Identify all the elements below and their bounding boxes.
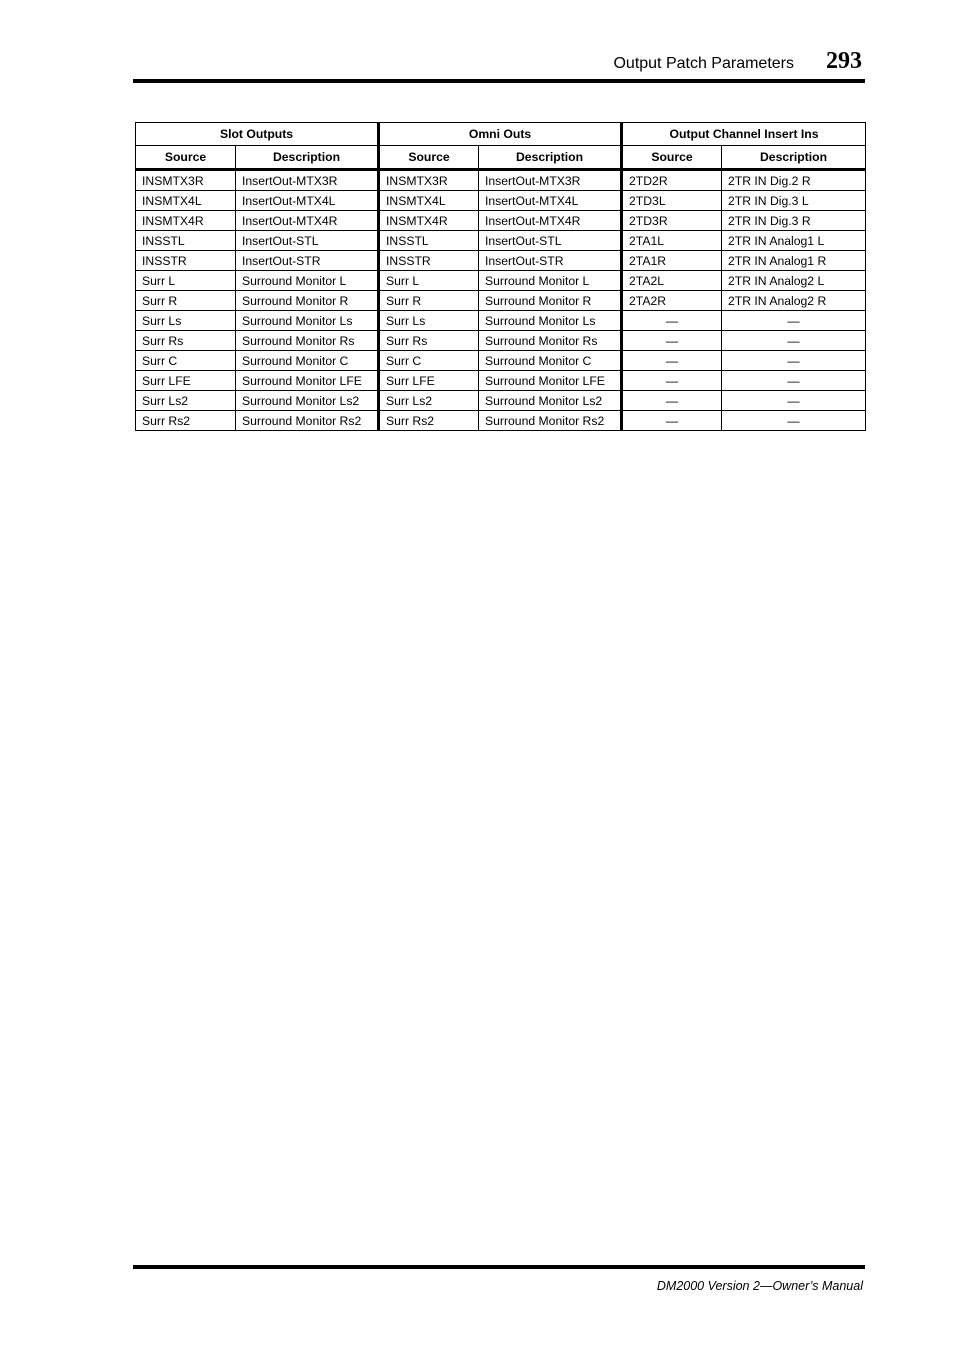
- table-cell: Surr LFE: [379, 371, 479, 391]
- table-cell: 2TD3R: [622, 211, 722, 231]
- table-row: [136, 311, 866, 331]
- table-cell: Surr Ls2: [136, 391, 236, 411]
- table-row: [136, 231, 866, 251]
- table-cell: —: [622, 371, 722, 391]
- table-cell: INSSTR: [136, 251, 236, 271]
- table-row: [136, 170, 866, 191]
- table-cell: —: [722, 411, 866, 431]
- table-cell: Surround Monitor L: [479, 271, 622, 291]
- table-cell: InsertOut-MTX4L: [479, 191, 622, 211]
- header-rule: [133, 79, 865, 83]
- table-cell: 2TR IN Dig.2 R: [722, 170, 866, 191]
- table-cell: 2TD2R: [622, 170, 722, 191]
- table-cell: 2TD3L: [622, 191, 722, 211]
- table-cell: 2TR IN Analog1 R: [722, 251, 866, 271]
- table-cell: Surround Monitor Rs: [479, 331, 622, 351]
- table-cell: 2TR IN Analog1 L: [722, 231, 866, 251]
- footer-rule: [133, 1265, 865, 1269]
- table-cell: Surround Monitor Ls2: [236, 391, 379, 411]
- column-header: Source: [136, 146, 236, 170]
- table-cell: InsertOut-MTX4L: [236, 191, 379, 211]
- table-cell: Surround Monitor L: [236, 271, 379, 291]
- footer-manual-title: DM2000 Version 2—Owner’s Manual: [656, 1279, 863, 1293]
- table-cell: INSSTL: [136, 231, 236, 251]
- table-cell: InsertOut-STR: [479, 251, 622, 271]
- table-cell: Surr R: [379, 291, 479, 311]
- table-cell: Surround Monitor Ls: [236, 311, 379, 331]
- table-row: [136, 391, 866, 411]
- table-cell: Surround Monitor C: [479, 351, 622, 371]
- table-cell: Surround Monitor C: [236, 351, 379, 371]
- table-cell: Surround Monitor Rs: [236, 331, 379, 351]
- table-row: [136, 271, 866, 291]
- group-header-slot-outputs: Slot Outputs: [136, 123, 379, 146]
- table-cell: —: [622, 311, 722, 331]
- table-cell: 2TR IN Dig.3 R: [722, 211, 866, 231]
- group-header-omni-outs: Omni Outs: [379, 123, 622, 146]
- table-cell: 2TA1L: [622, 231, 722, 251]
- table-body: [136, 170, 866, 431]
- table-cell: Surround Monitor Ls2: [479, 391, 622, 411]
- table-cell: 2TR IN Analog2 R: [722, 291, 866, 311]
- table-cell: —: [722, 371, 866, 391]
- column-header: Description: [479, 146, 622, 170]
- table-cell: Surr C: [136, 351, 236, 371]
- table-cell: INSMTX4R: [136, 211, 236, 231]
- table-cell: INSSTR: [379, 251, 479, 271]
- table-cell: Surr R: [136, 291, 236, 311]
- table-row: [136, 371, 866, 391]
- table-cell: Surr Rs: [136, 331, 236, 351]
- table-cell: —: [722, 351, 866, 371]
- table-cell: INSSTL: [379, 231, 479, 251]
- table-cell: —: [722, 391, 866, 411]
- table-row: [136, 211, 866, 231]
- table-cell: —: [622, 351, 722, 371]
- table-cell: 2TR IN Analog2 L: [722, 271, 866, 291]
- table-cell: INSMTX4R: [379, 211, 479, 231]
- table-row: [136, 351, 866, 371]
- table-cell: Surround Monitor Rs2: [479, 411, 622, 431]
- table-cell: Surr Rs2: [379, 411, 479, 431]
- table-cell: —: [622, 391, 722, 411]
- table-cell: InsertOut-STL: [479, 231, 622, 251]
- column-header: Description: [722, 146, 866, 170]
- page-number: 293: [826, 48, 862, 74]
- table-row: [136, 331, 866, 351]
- table-cell: InsertOut-MTX3R: [236, 170, 379, 191]
- table-cell: Surr L: [136, 271, 236, 291]
- table-cell: 2TA2L: [622, 271, 722, 291]
- table-cell: 2TR IN Dig.3 L: [722, 191, 866, 211]
- table-cell: Surr Rs: [379, 331, 479, 351]
- table-row: [136, 291, 866, 311]
- table-cell: INSMTX4L: [136, 191, 236, 211]
- table-cell: Surr C: [379, 351, 479, 371]
- table-cell: —: [722, 311, 866, 331]
- table-cell: —: [622, 331, 722, 351]
- table-cell: Surr Rs2: [136, 411, 236, 431]
- column-header: Description: [236, 146, 379, 170]
- group-header-row: [136, 123, 866, 146]
- table-cell: Surr L: [379, 271, 479, 291]
- table-cell: InsertOut-STL: [236, 231, 379, 251]
- table-cell: InsertOut-STR: [236, 251, 379, 271]
- column-header: Source: [622, 146, 722, 170]
- table-cell: 2TA2R: [622, 291, 722, 311]
- group-header-output-channel-insert-ins: Output Channel Insert Ins: [622, 123, 866, 146]
- table-row: [136, 191, 866, 211]
- column-header: Source: [379, 146, 479, 170]
- table-cell: Surr LFE: [136, 371, 236, 391]
- table-cell: Surr Ls: [379, 311, 479, 331]
- section-title: Output Patch Parameters: [613, 55, 794, 72]
- table-row: [136, 251, 866, 271]
- table-cell: Surround Monitor LFE: [479, 371, 622, 391]
- table-cell: Surr Ls2: [379, 391, 479, 411]
- table-cell: InsertOut-MTX3R: [479, 170, 622, 191]
- table-cell: InsertOut-MTX4R: [236, 211, 379, 231]
- table-row: [136, 411, 866, 431]
- table-cell: Surround Monitor R: [479, 291, 622, 311]
- table-cell: InsertOut-MTX4R: [479, 211, 622, 231]
- table-cell: INSMTX3R: [136, 170, 236, 191]
- output-patch-table: [135, 122, 866, 431]
- column-header-row: [136, 146, 866, 170]
- table-cell: INSMTX3R: [379, 170, 479, 191]
- table-cell: 2TA1R: [622, 251, 722, 271]
- table-cell: Surround Monitor R: [236, 291, 379, 311]
- table-cell: Surround Monitor LFE: [236, 371, 379, 391]
- table-cell: INSMTX4L: [379, 191, 479, 211]
- table-cell: Surround Monitor Ls: [479, 311, 622, 331]
- table-cell: —: [622, 411, 722, 431]
- table-cell: —: [722, 331, 866, 351]
- table-cell: Surr Ls: [136, 311, 236, 331]
- table-cell: Surround Monitor Rs2: [236, 411, 379, 431]
